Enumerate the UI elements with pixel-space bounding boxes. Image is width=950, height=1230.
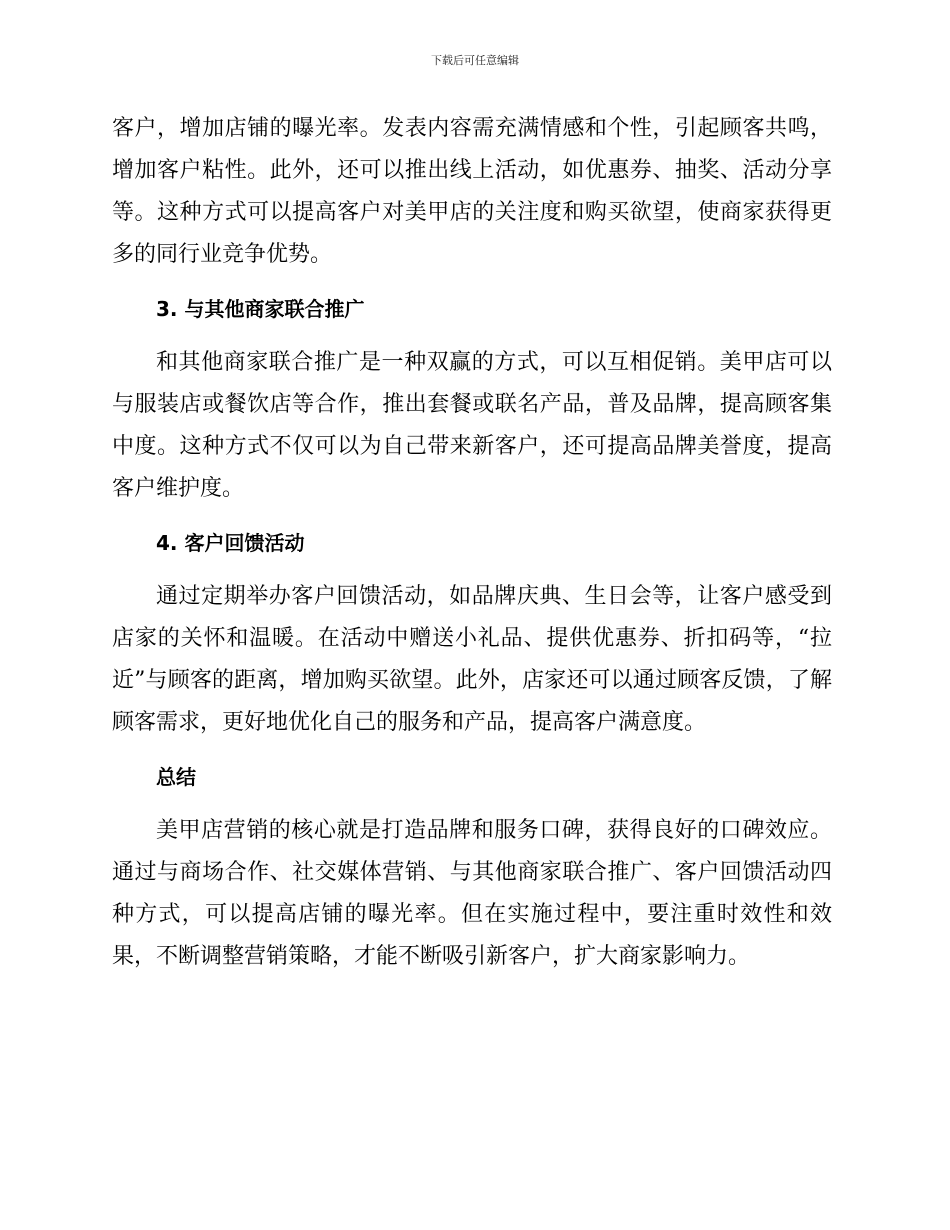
paragraph-continuation: 客户，增加店铺的曝光率。发表内容需充满情感和个性，引起顾客共鸣，增加客户粘性。此外，还可以推出线上活动，如优惠券、抽奖、活动分享等。这种方式可以提高客户对美甲店的关注度和购买欲望，使商家获得更多的同行业竞争优势。 (112, 116, 832, 267)
section-heading-customer-feedback: 4. 客户回馈活动 (156, 531, 305, 555)
section-heading-joint-promotion: 3. 与其他商家联合推广 (156, 297, 365, 321)
paragraph-summary: 美甲店营销的核心就是打造品牌和服务口碑，获得良好的口碑效应。通过与商场合作、社交媒体营销、与其他商家联合推广、客户回馈活动四种方式，可以提高店铺的曝光率。但在实施过程中，要注重时效性和效果，不断调整营销策略，才能不断吸引新客户，扩大商家影响力。 (112, 818, 832, 969)
document-body (112, 108, 832, 978)
page-header: 下载后可任意编辑 (431, 54, 519, 67)
paragraph-joint-promotion: 和其他商家联合推广是一种双赢的方式，可以互相促销。美甲店可以与服装店或餐饮店等合作，推出套餐或联名产品，普及品牌，提高顾客集中度。这种方式不仅可以为自己带来新客户，还可提高品牌美誉度，提高客户维护度。 (112, 350, 832, 501)
section-heading-summary: 总结 (156, 765, 196, 789)
paragraph-customer-feedback: 通过定期举办客户回馈活动，如品牌庆典、生日会等，让客户感受到店家的关怀和温暖。在活动中赠送小礼品、提供优惠券、折扣码等，“拉近”与顾客的距离，增加购买欲望。此外，店家还可以通过顾客反馈，了解顾客需求，更好地优化自己的服务和产品，提高客户满意度。 (112, 584, 832, 735)
